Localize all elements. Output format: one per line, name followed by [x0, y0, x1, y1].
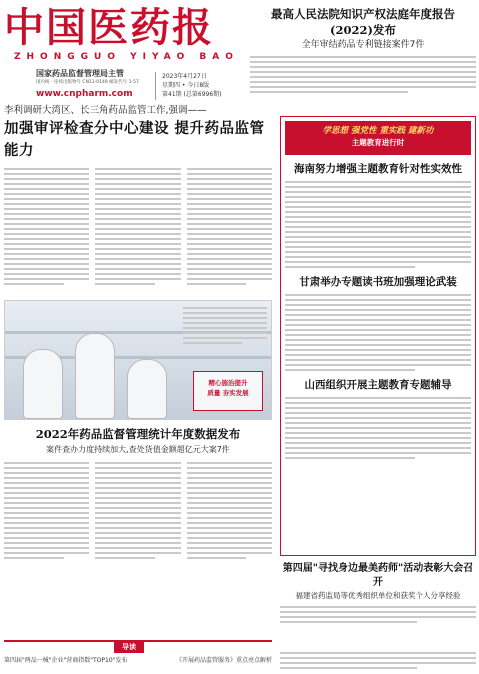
lead-story[interactable]: [4, 104, 272, 288]
pharmacist-award-headline[interactable]: 第四届"寻找身边最美药师"活动表彰大会召开: [282, 563, 474, 588]
issue-number: 第41期 (总第6996期): [162, 91, 222, 98]
statistics-body-text: [4, 462, 272, 562]
publication-codes: 国内统一连续出版物号 CN11-0149 邮发代号 1-57: [36, 80, 139, 85]
pharmacist-award-story[interactable]: [280, 562, 476, 626]
hainan-headline[interactable]: 海南努力增强主题教育针对性实效性: [294, 163, 462, 175]
gansu-body-text: [285, 294, 471, 371]
banner-slogan: 学思想 强党性 重实践 建新功: [322, 126, 434, 136]
hainan-body-text: [285, 181, 471, 268]
gansu-headline[interactable]: 甘肃举办专题读书班加强理论武装: [299, 276, 457, 288]
photo-stamp-logo: [193, 371, 263, 411]
photo-caption: [183, 307, 267, 347]
lead-kicker: 李利调研大湾区、长三角药品监管工作,强调——: [4, 105, 207, 116]
top-right-subheadline: 全年审结药品专利链接案件7件: [301, 40, 425, 50]
lab-photo[interactable]: [4, 300, 272, 420]
masthead: [0, 0, 479, 100]
theme-education-box: [280, 116, 476, 556]
guide-items: [4, 655, 272, 664]
lead-headline[interactable]: 加强审评检查分中心建设 提升药品监管能力: [4, 120, 265, 159]
issue-date: 2023年4月27日: [162, 73, 207, 80]
stamp-text-2: 质量 夯实发展: [207, 389, 249, 397]
pharmacist-award-body-text: [280, 606, 476, 623]
shanxi-body-text: [285, 397, 471, 459]
website-link[interactable]: www.cnpharm.com: [36, 89, 133, 99]
issue-date-box: [155, 72, 235, 100]
publisher-line: 国家药品监督管理局主管: [36, 69, 124, 78]
stamp-text-1: 精心施治提升: [208, 379, 248, 387]
guide-item-1[interactable]: 第四届"两品一械"企业"营商指数"TOP10"发布: [4, 657, 128, 664]
statistics-headline[interactable]: 2022年药品监督管理统计年度数据发布: [35, 427, 241, 441]
guide-item-2[interactable]: 《开展药品监管服务》重点亮点解析: [175, 657, 272, 664]
theme-education-banner: [285, 121, 471, 155]
banner-column-title: 主题教育进行时: [351, 138, 405, 147]
statistics-story[interactable]: [4, 426, 272, 562]
top-right-story[interactable]: [250, 6, 476, 96]
footer-info: [280, 652, 476, 672]
guide-bar: [4, 640, 272, 670]
top-right-headline[interactable]: 最高人民法院知识产权法庭年度报告(2022)发布: [271, 7, 455, 37]
shanxi-headline[interactable]: 山西组织开展主题教育专题辅导: [304, 379, 452, 391]
top-right-body-text: [250, 56, 476, 93]
guide-label: 导读: [114, 641, 144, 653]
newspaper-pinyin: ZHONGGUO YIYAO BAO: [14, 52, 239, 62]
statistics-subheadline: 案件查办力度持续加大,查处货值金额超亿元大案7件: [46, 445, 230, 454]
pharmacist-award-subheadline: 福建省药监局等优秀组织单位和获奖个人分享经验: [295, 591, 461, 600]
newspaper-logo: 中国医药报: [4, 4, 214, 51]
issue-weekday: 星期四 • 今日8版: [162, 82, 210, 89]
lead-body-text: [4, 168, 272, 288]
